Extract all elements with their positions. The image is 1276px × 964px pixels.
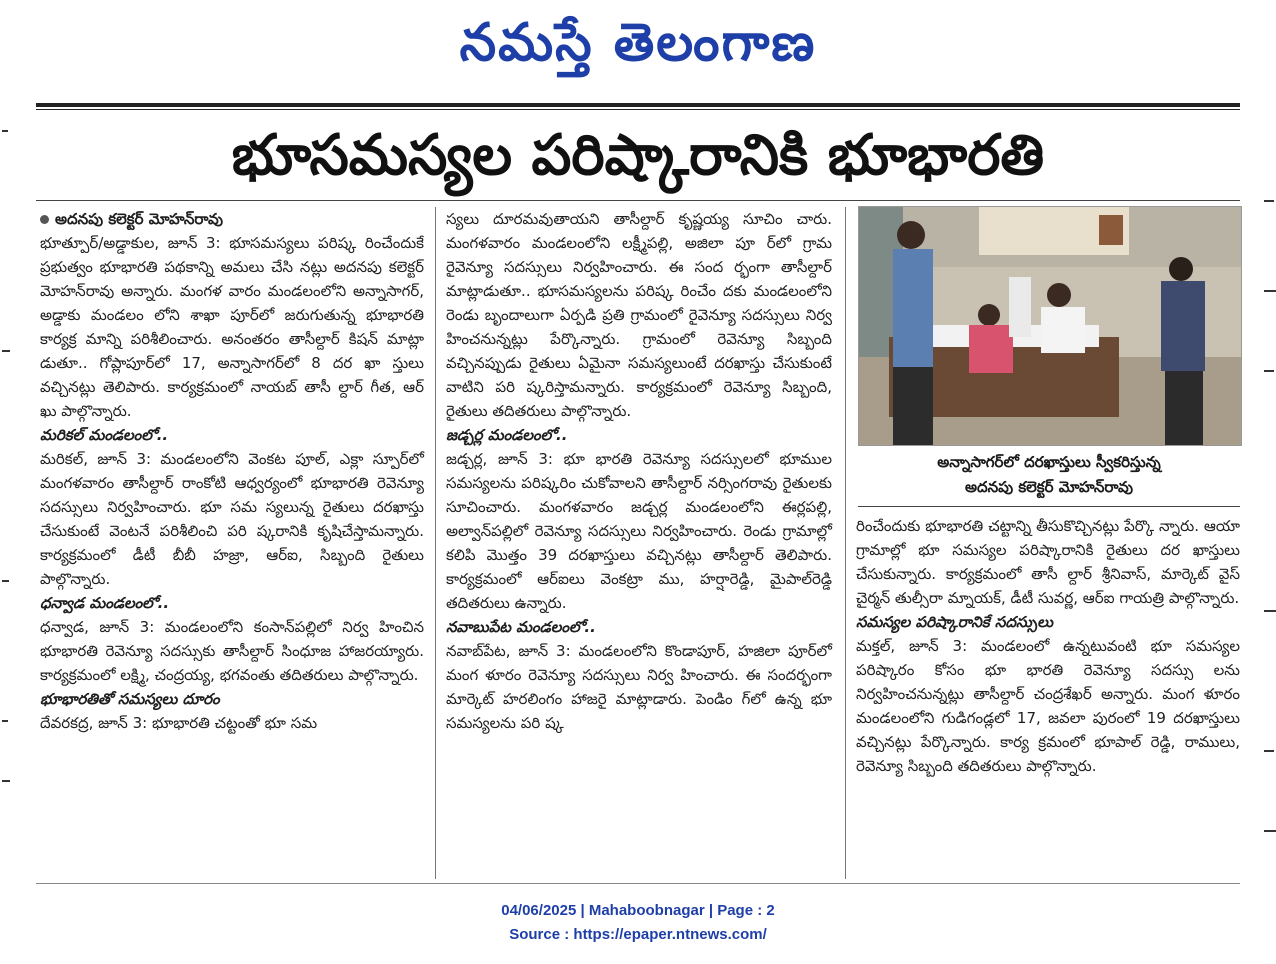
caption-rule (858, 506, 1240, 507)
byline: అదనపు కలెక్టర్ మోహన్‌రావు (40, 207, 424, 231)
caption-line: అదనపు కలెక్టర్ మోహన్‌రావు (965, 478, 1133, 496)
subhead: మరికల్ మండలంలో.. (40, 426, 169, 444)
headline-rule (36, 200, 1240, 201)
column-divider (845, 207, 846, 879)
subhead: భూభారతితో సమస్యలు దూరం (40, 690, 220, 708)
article-paragraph: ధన్వాడ, జూన్ 3: మండలంలోని కంసాన్‌పల్లిలో నిర్వ హించిన భూభారతి రెవెన్యూ సదస్సుకు తాసీల్దార్ సింధూజ హాజరయ్యారు. కార్యక్రమంలో లక్ష్మి, చంద్రయ్య, భగవంతు తదితరులు పాల్గొన్నారు. (40, 618, 424, 684)
article-paragraph: నవాబ్‌పేట, జూన్ 3: మండలంలోని కొండాపూర్, హజిలా పూర్‌లో మంగ ళూరం రెవెన్యూ సదస్సులు నిర్వ హించారు. ఈ సందర్భంగా మార్కెట్ హరలింగం హాజరై మాట్లాడారు. పెండిం గ్‌లో ఉన్న భూ సమస్యలను పరి ష్క (446, 642, 832, 732)
headline: భూసమస్యల పరిష్కారానికి భూభారతి (231, 123, 1045, 188)
adjacent-page-edge-left (0, 100, 14, 900)
article-paragraph: భూత్పూర్/అడ్డాకుల, జూన్ 3: భూసమస్యలు పరిష్క రించేందుకే ప్రభుత్వం భూభారతి పథకాన్ని అమలు చేసి నట్లు అదనపు కలెక్టర్ మోహన్‌రావు అన్నారు. మంగళ వారం మండలంలోని అన్నాసాగర్, అడ్డాకు మండలం లోని శాఖా పూర్‌లో జరుగుతున్న భూభారతి కార్యక్ర మాన్ని పరిశీలించారు. అనంతరం తాసీల్దార్ కిషన్ మాట్లా డుతూ.. గోప్లాపూర్‌లో 17, అన్నాసాగర్‌లో 8 దర ఖా స్తులు వచ్చినట్లు తెలిపారు. కార్యక్రమంలో నాయబ్ తాసీ ల్దార్ గీత, ఆర్ ఖు పాల్గొన్నారు. (40, 234, 424, 420)
footer-date-edition: 04/06/2025 | Mahaboobnagar | Page : 2 (501, 902, 775, 919)
subhead: ధన్వాడ మండలంలో.. (40, 594, 170, 612)
article-paragraph: జడ్చర్ల, జూన్ 3: భూ భారతి రెవెన్యూ సదస్సులలో భూముల సమస్యలను పరిష్కరిం చుకోవాలని తాసీల్దార్ నర్సింగరావు రైతులకు సూచించారు. మంగళవారం జడ్చర్ల మండలంలోని ఈర్లపల్లి, అల్వాన్‌పల్లిలో రెవెన్యూ సదస్సులు నిర్వహించారు. రెండు గ్రామాల్లో కలిపి మొత్తం 39 దరఖాస్తులు వచ్చినట్లు తాసీల్దార్ తెలిపారు. కార్యక్రమంలో ఆర్ఐలు వెంకట్రా ము, హర్షారెడ్డి, మైపాల్‌రెడ్డి తదితరులు ఉన్నారు. (446, 450, 832, 612)
article-paragraph: రించేందుకు భూభారతి చట్టాన్ని తీసుకొచ్చినట్లు పేర్కొ న్నారు. ఆయా గ్రామాల్లో భూ సమస్యల పరిష్కారానికి రైతులు దర ఖాస్తులు చేసుకున్నారు. కార్యక్రమంలో తాసీ ల్దార్ శ్రీనివాస్, మార్కెట్ వైస్ చైర్మన్ తుల్సీరా మ్నాయక్, డీటీ సువర్ణ, ఆర్ఐ గాయత్రి పాల్గొన్నారు. (856, 517, 1240, 607)
adjacent-page-edge-right (1258, 190, 1276, 890)
header-rule-thin (36, 109, 1240, 110)
article-paragraph: దేవరకద్ర, జూన్ 3: భూభారతి చట్టంతో భూ సమ (40, 714, 318, 732)
header-rule (36, 103, 1240, 107)
photo-caption (858, 450, 1240, 500)
masthead: నమస్తే తెలంగాణ (459, 12, 817, 73)
article-column-2 (446, 207, 832, 735)
footer-source: Source : https://epaper.ntnews.com/ (509, 926, 767, 943)
column-divider (435, 207, 436, 879)
caption-line: అన్నాసాగర్‌లో దరఖాస్తులు స్వీకరిస్తున్న (937, 453, 1161, 471)
footer-rule (36, 883, 1240, 884)
news-photo (858, 206, 1242, 446)
article-paragraph: మరికల్, జూన్ 3: మండలంలోని వెంకట పూల్, ఎక్లా స్పూర్‌లో మంగళవారం తాసీల్దార్ రాంకోటి ఆధ్వర్యంలో భూభారతి రెవెన్యూ సదస్సులు నిర్వహించారు. భూ సమ స్యలున్న రైతులు దరఖాస్తు చేసుకుంటే వెంటనే పరిశీలించి పరి ష్కరానికి కృషిచేస్తామన్నారు. కార్యక్రమంలో డీటీ బీబీ హజ్రా, ఆర్ఐ, సిబ్బంది రైతులు పాల్గొన్నారు. (40, 450, 424, 588)
subhead: సమస్యల పరిష్కారానికే సదస్సులు (856, 613, 1053, 631)
photo-illustration (859, 207, 1241, 445)
subhead: జడ్చర్ల మండలంలో.. (446, 426, 568, 444)
article-column-3 (856, 514, 1240, 778)
subhead: నవాబుపేట మండలంలో.. (446, 618, 596, 636)
article-paragraph: స్యలు దూరమవుతాయని తాసీల్దార్ కృష్ణయ్య సూచిం చారు. మంగళవారం మండలంలోని లక్ష్మీపల్లి, అజిలా పూ ర్‌లో గ్రామ రైవెన్యూ సదస్సులు నిర్వహించారు. ఈ సంద ర్భంగా తాసీల్దార్ మాట్లాడుతూ.. భూసమస్యలను పరిష్క రించేం దకు మండలంలోని రెండు బృందాలుగా ఏర్పడి ప్రతి గ్రామంలో రైవెన్యూ సదస్సులు నిర్వ హించనున్నట్లు పేర్కొన్నారు. గ్రామంలో రెవెన్యూ సిబ్బంది వచ్చినప్పుడు రైతులు ఏమైనా సమస్యలుంటే దరఖాస్తు చేసుకుంటే వాటిని పరి ష్కరిస్తామన్నారు. కార్యక్రమంలో రెవెన్యూ సిబ్బంది, రైతులు తదితరులు పాల్గొన్నారు. (446, 210, 832, 420)
article-column-1 (40, 207, 424, 735)
bullet-icon (40, 215, 49, 224)
article-paragraph: మక్తల్, జూన్ 3: మండలంలో ఉన్నటువంటి భూ సమస్యల పరిష్కారం కోసం భూ భారతి రెవెన్యూ సదస్సు లను నిర్వహించనున్నట్లు తాసీల్దార్ చంద్రశేఖర్ అన్నారు. మంగ ళూరం మండలంలోని గుడిగండ్లలో 17, జవలా పురంలో 19 దరఖాస్తులు వచ్చినట్లు పేర్కొన్నారు. కార్య క్రమంలో భూపాల్ రెడ్డి, రాములు, రెవెన్యూ సిబ్బంది తదితరులు పాల్గొన్నారు. (856, 637, 1240, 775)
